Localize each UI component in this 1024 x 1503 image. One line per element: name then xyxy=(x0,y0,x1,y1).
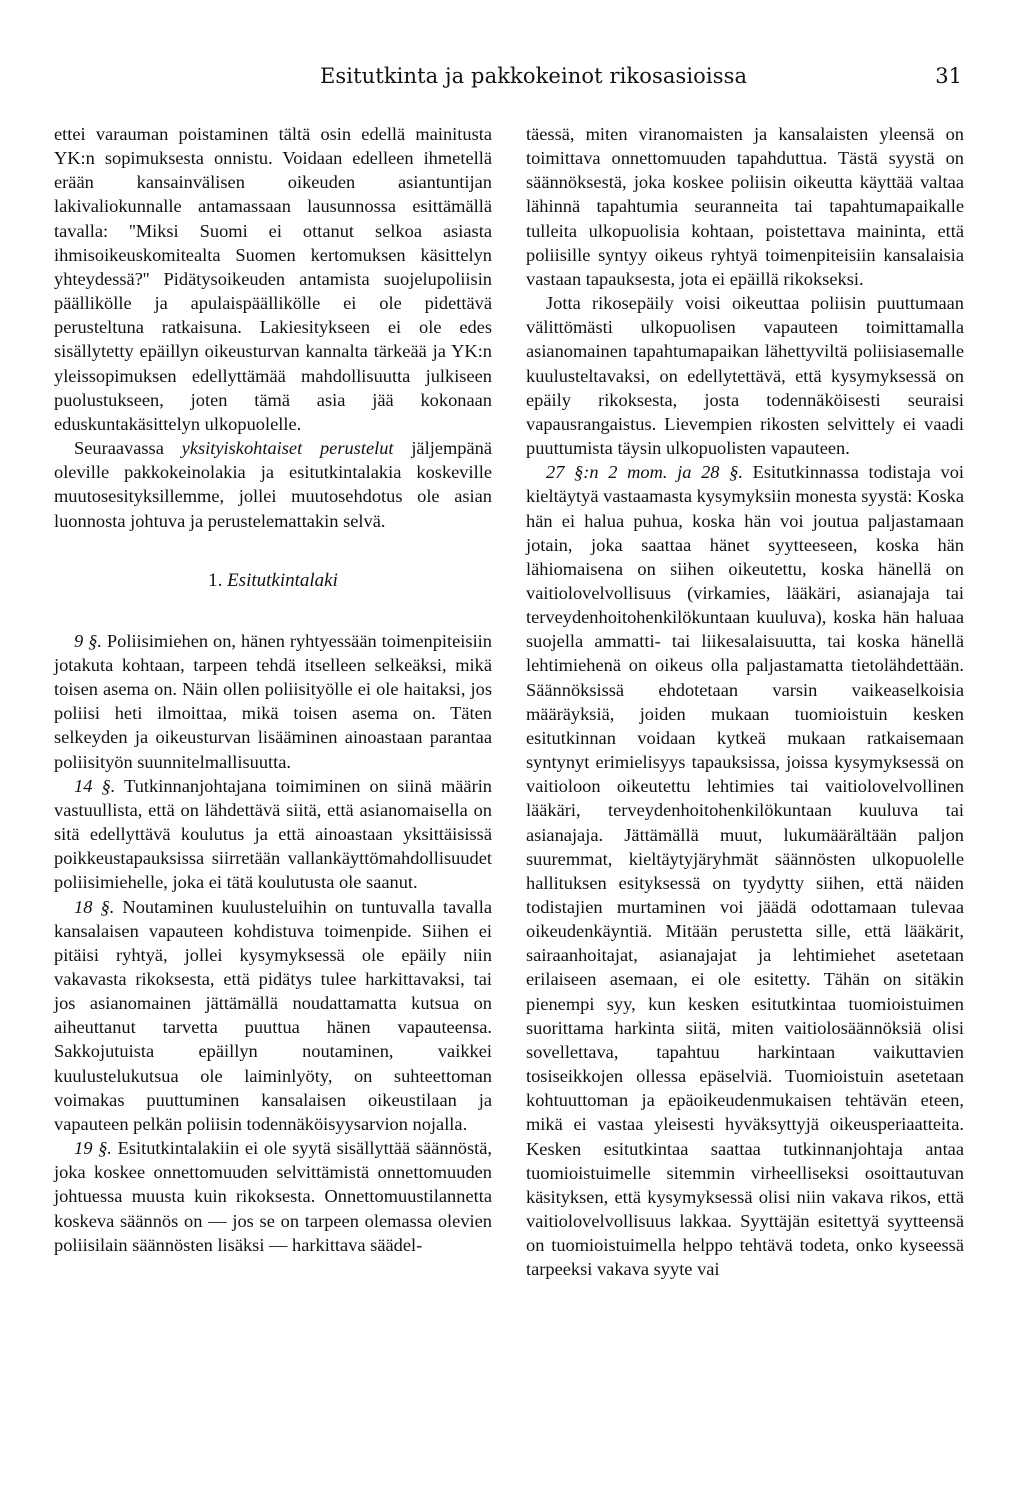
section-label: 19 §. xyxy=(74,1138,112,1159)
section-paragraph-14 xyxy=(54,774,492,895)
section-label: 27 §:n 2 mom. ja 28 §. xyxy=(546,462,743,483)
left-column xyxy=(54,122,492,1257)
section-paragraph-27-28 xyxy=(526,460,964,1281)
section-paragraph-19 xyxy=(54,1136,492,1257)
paragraph-text: Tutkinnanjohtajana toimiminen on siinä määrin vastuullista, että on lähdettävä siitä, että asianomaisella on sitä edellyttävä koulutus ja että ainoastaan yksittäisissä poikkeustapauksissa siirretään vallankäyttömahdollisuudet poliisimiehelle, joka ei tätä koulutusta ole saanut. xyxy=(54,775,493,893)
section-label: 14 §. xyxy=(74,775,116,796)
paragraph xyxy=(54,122,492,436)
paragraph-text: Poliisimiehen on, hänen ryhtyessään toimenpiteisiin jotakuta kohtaan, tarpeen tehdä itselleen selkeäksi, mikä toisen asema on. Näin ollen poliisityölle ei ole haitaksi, jos poliisi heti ilmoittaa, mikä toisen asema on. Täten selkeyden ja oikeusturvan lisääminen ainoastaan parantaa poliisityön suunnitelmallisuutta. xyxy=(54,630,492,772)
paragraph-text: Seuraavassa xyxy=(74,438,182,459)
paragraph-text: Jotta rikosepäily voisi oikeuttaa poliisin puuttumaan välittömästi ulkopuolisen vapauteen toimittamalla asianomainen tapahtumapaikan lähettyviltä poliisiasemalle kuulusteltavaksi, on edellytettävä, että kysymyksessä on epäily rikoksesta, josta todennäköisesti seuraisi vapausrangaistus. Lievempien rikosten selvittely ei vaadi puuttumista täysin ulkopuolisten vapauteen. xyxy=(526,293,964,459)
section-title: Esitutkintalaki xyxy=(227,569,338,591)
section-label: 18 §. xyxy=(74,896,115,917)
paragraph-text: Noutaminen kuulusteluihin on tuntuvalla tavalla kansalaisen vapauteen kohdistuva toimenpide. Siihen ei pitäisi ryhtyä, jollei kysymyksessä ole epäily niin vakavasta rikoksesta, että pidätys tulee harkittavaksi, tai jos asianomainen jättämällä noudattamatta kutsua on aiheuttanut tarvetta puuttua hänen vapauteensa. Sakkojutuista epäillyn noutaminen, vaikkei kuulustelukutsua ole laiminlyöty, on suhteettoman voimakas puuttuminen kansalaisen oikeustilaan ja vapauteen pelkän poliisin todennäköisyysarvion nojalla. xyxy=(54,896,492,1134)
running-title: Esitutkinta ja pakkokeinot rikosasioissa xyxy=(320,64,748,88)
paragraph-text: täessä, miten viranomaisten ja kansalaisten yleensä on toimittava onnettomuuden tapahduttua. Tästä syystä on säännöksestä, joka koskee poliisin oikeutta käyttää valtaa lähinnä tapahtumia seuranneita tai tapahtumapaikalle tulleita ulkopuolisia kohtaan, poistettava maininta, että poliisille syntyy oikeus ryhtyä toimenpiteisiin kansalaisia vastaan tapauksesta, jota ei epäillä rikokseksi. xyxy=(526,124,964,289)
paragraph-text: jäljempänä oleville pakkokeinolakia ja esitutkintalakia koskeville muutosesityksillemme, jollei muutosehdotus ole asian luonnosta johtuva ja perustelemattakin selvä. xyxy=(54,438,492,531)
running-head xyxy=(0,64,1024,94)
section-number: 1. xyxy=(208,569,223,591)
page-number: 31 xyxy=(935,64,962,88)
italic-phrase: yksityiskohtaiset perustelut xyxy=(181,438,394,459)
paragraph-text: ettei varauman poistaminen tältä osin edellä mainitusta YK:n sopimuksesta onnistu. Voidaan edelleen ihmetellä erään kansainvälisen oikeuden asiantuntijan lakivaliokunnalle antamassaan lausunnossa esittämällä tavalla: ''Miksi Suomi ei ottanut selkoa asiasta ihmisoikeuskomitealta Suomen kertomuksen käsittelyn yhteydessä?'' Pidätysoikeuden antamista suojelupoliisin päällikölle ja apulaispäällikölle ei ole pidettävä perusteltuna ratkaisuna. Lakiesitykseen ei ole edes sisällytetty epäillyn oikeusturvan kannalta tärkeää ja YK:n yleissopimuksen edellyttämää mahdollisuutta julkiseen puolustukseen, joten tämä asia jää kokonaan eduskuntakäsittelyn ulkopuolelle. xyxy=(54,124,492,434)
section-label: 9 §. xyxy=(74,630,102,651)
paragraph-text: Esitutkinnassa todistaja voi kieltäytyä vastaamasta kysymyksiin monesta syystä: Koska hän ei halua puhua, koska hän voi joutua paljastamaan jotain, joka saattaa hänet syytteeseen, koska hän lähiomaisena on siihen oikeutettu, koska hänellä on vaitiolovelvollisuus (virkamies, lääkäri, asianajaja tai terveydenhoitohenkilökuntaan kuuluva), koska hän haluaa suojella ammatti- tai liikesalaisuutta, tai koska hänellä lehtimiehenä on oikeus olla paljastamatta tietolähdettään. Säännöksissä ehdotetaan varsin vaikeaselkoisia määräyksiä, joiden mukaan tuomioistuin kesken esitutkinnan voidaan kytkeä mukaan ratkaisemaan syntynyt erimielisyys tapauksissa, joissa kysymyksessä on vaitioloon oikeutettu lehtimies tai vaitiolovelvollinen lääkäri, terveydenhoitohenkilökuntaan kuuluva tai asianajaja. Jättämällä muut, lukumäärältään paljon suuremmat, kieltäytyjäryhmät säännösten ulkopuolelle hallituksen esityksessä on tyydytty siihen, että näiden todistajien murtaminen voi jäädä odottamaan tulevaa oikeudenkäyntiä. Mitään perustetta sille, että lääkärit, sairaanhoitajat, asianajajat ja lehtimiehet asetetaan erilaiseen asemaan, ei ole esitetty. Tähän on sitäkin pienempi syy, kun kesken esitutkintaa tuomioistuimen suorittama harkinta siitä, miten vaitiolosäännöksiä olisi sovellettava, tapahtuu harkintaan vaikuttavien tosiseikkojen ollessa epäselviä. Tuomioistuin asetetaan kohtuuttoman ja epäoikeudenmukaisen tehtävän eteen, mikä ei vastaa yleisesti hyväksyttyjä oikeusperiaatteita. Kesken esitutkintaa saattaa tutkinnanjohtaja antaa tuomioistuimelle sitemmin virheelliseksi osoittautuvan käsityksen, että kysymyksessä olisi niin vakava rikos, että vaitiolovelvollisuus lakkaa. Syyttäjän esitettyä syytteensä on tuomioistuimella helppo tehtävä todeta, onko kyseessä tarpeeksi vakava syyte vai xyxy=(526,462,964,1280)
section-heading xyxy=(54,569,492,593)
paragraph xyxy=(54,436,492,533)
paragraph-text: Esitutkintalakiin ei ole syytä sisällyttää säännöstä, joka koskee onnettomuuden selvittämistä onnettomuuden johtuessa muusta kuin rikoksesta. Onnettomuustilannetta koskeva säännös on — jos se on tarpeen olemassa olevien poliisilain säännösten lisäksi — harkittava säädel- xyxy=(54,1138,492,1255)
section-paragraph-18 xyxy=(54,895,492,1137)
right-column xyxy=(526,122,964,1282)
paragraph xyxy=(526,122,964,291)
section-paragraph-9 xyxy=(54,629,492,774)
paragraph xyxy=(526,291,964,460)
